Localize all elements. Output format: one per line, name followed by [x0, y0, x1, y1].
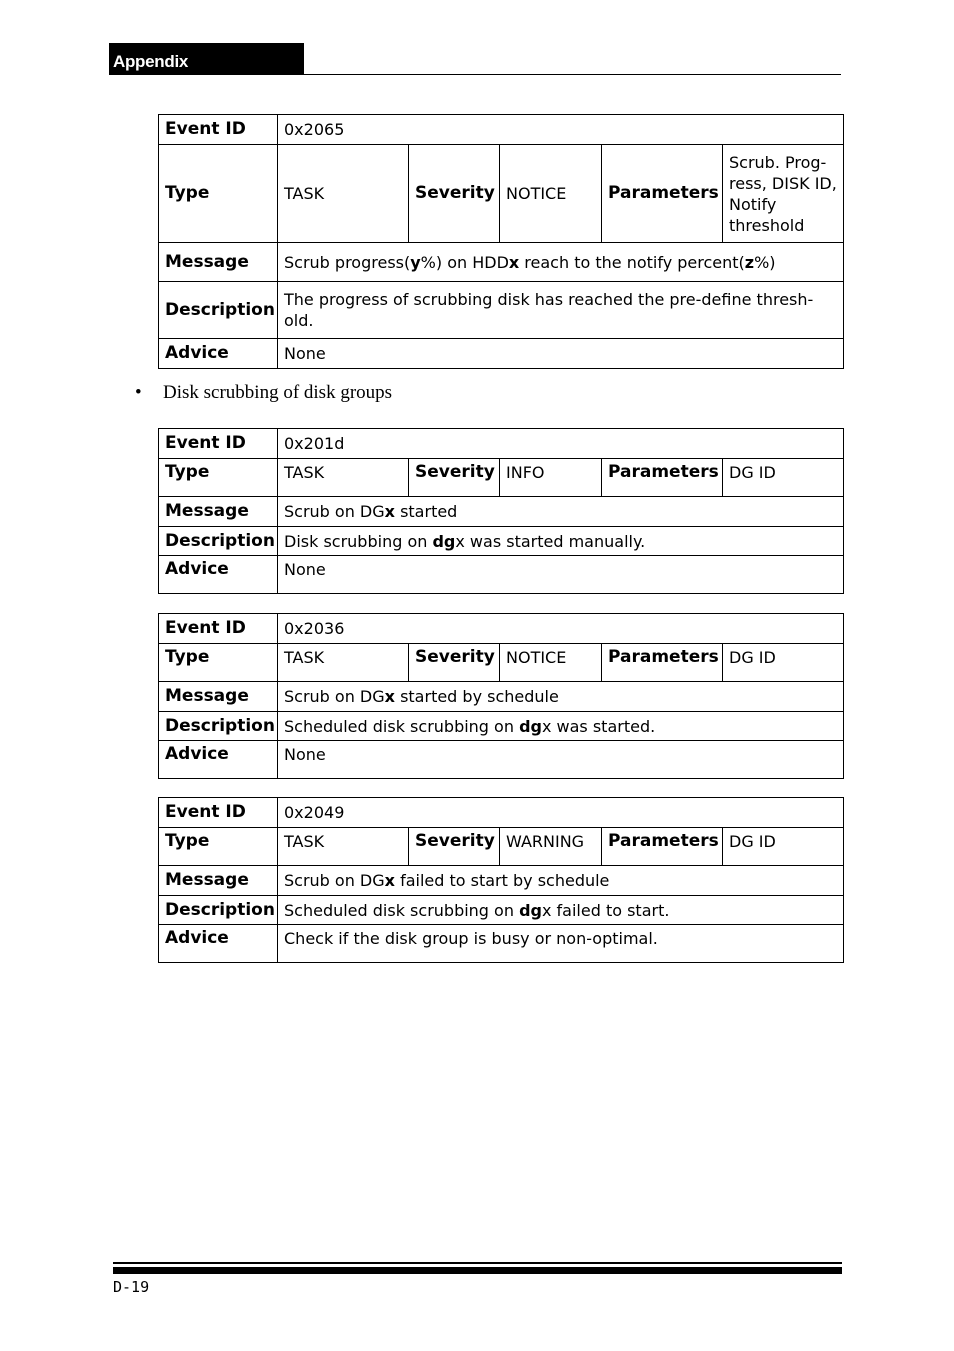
- advice-label: Advice: [159, 556, 278, 594]
- type-value: TASK: [278, 145, 409, 243]
- message-label: Message: [159, 243, 278, 282]
- event-table: [158, 797, 844, 963]
- advice-value: None: [278, 741, 844, 779]
- description-label: Description: [159, 712, 278, 741]
- parameters-value: DG ID: [723, 644, 844, 682]
- event-id-value: 0x2036: [278, 614, 844, 644]
- advice-value: None: [278, 556, 844, 594]
- footer-rule-thin: [113, 1262, 842, 1264]
- header-rule: [109, 74, 841, 75]
- severity-label: Severity: [409, 145, 500, 243]
- type-value: TASK: [278, 828, 409, 866]
- message-value: Scrub progress(y%) on HDDx reach to the notify percent(z%): [278, 243, 844, 282]
- footer-rule-thick: [113, 1267, 842, 1274]
- parameters-label: Parameters: [602, 828, 723, 866]
- type-value: TASK: [278, 644, 409, 682]
- description-value: Scheduled disk scrubbing on dgx failed to start.: [278, 896, 844, 925]
- section-title: Appendix: [113, 52, 189, 71]
- parameters-label: Parameters: [602, 459, 723, 497]
- bullet-item: [135, 382, 392, 404]
- message-label: Message: [159, 497, 278, 527]
- parameters-label: Parameters: [602, 644, 723, 682]
- type-label: Type: [159, 459, 278, 497]
- description-label: Description: [159, 896, 278, 925]
- bullet-text: Disk scrubbing of disk groups: [163, 382, 393, 403]
- section-header-tab: [109, 43, 304, 75]
- advice-value: None: [278, 339, 844, 369]
- parameters-label: Parameters: [602, 145, 723, 243]
- type-value: TASK: [278, 459, 409, 497]
- type-label: Type: [159, 828, 278, 866]
- severity-label: Severity: [409, 459, 500, 497]
- bullet-dot: •: [135, 382, 142, 403]
- event-table: [158, 114, 844, 369]
- severity-value: INFO: [500, 459, 602, 497]
- event-id-label: Event ID: [159, 115, 278, 145]
- page-number: D-19: [113, 1278, 150, 1296]
- message-value: Scrub on DGx failed to start by schedule: [278, 866, 844, 896]
- description-label: Description: [159, 527, 278, 556]
- type-label: Type: [159, 145, 278, 243]
- severity-value: NOTICE: [500, 644, 602, 682]
- parameters-value: DG ID: [723, 459, 844, 497]
- event-table: [158, 613, 844, 779]
- advice-label: Advice: [159, 339, 278, 369]
- severity-label: Severity: [409, 644, 500, 682]
- severity-value: NOTICE: [500, 145, 602, 243]
- advice-value: Check if the disk group is busy or non-optimal.: [278, 925, 844, 963]
- event-id-label: Event ID: [159, 614, 278, 644]
- description-value: Disk scrubbing on dgx was started manually.: [278, 527, 844, 556]
- parameters-value: Scrub. Prog-ress, DISK ID, Notify threshold: [723, 145, 844, 243]
- description-value: The progress of scrubbing disk has reached the pre-define thresh-old.: [278, 282, 844, 339]
- description-label: Description: [159, 282, 278, 339]
- event-table: [158, 428, 844, 594]
- description-value: Scheduled disk scrubbing on dgx was started.: [278, 712, 844, 741]
- parameters-value: DG ID: [723, 828, 844, 866]
- advice-label: Advice: [159, 925, 278, 963]
- message-value: Scrub on DGx started: [278, 497, 844, 527]
- event-id-value: 0x201d: [278, 429, 844, 459]
- event-id-value: 0x2065: [278, 115, 844, 145]
- severity-value: WARNING: [500, 828, 602, 866]
- message-label: Message: [159, 682, 278, 712]
- severity-label: Severity: [409, 828, 500, 866]
- event-id-label: Event ID: [159, 429, 278, 459]
- event-id-value: 0x2049: [278, 798, 844, 828]
- message-label: Message: [159, 866, 278, 896]
- advice-label: Advice: [159, 741, 278, 779]
- message-value: Scrub on DGx started by schedule: [278, 682, 844, 712]
- event-id-label: Event ID: [159, 798, 278, 828]
- type-label: Type: [159, 644, 278, 682]
